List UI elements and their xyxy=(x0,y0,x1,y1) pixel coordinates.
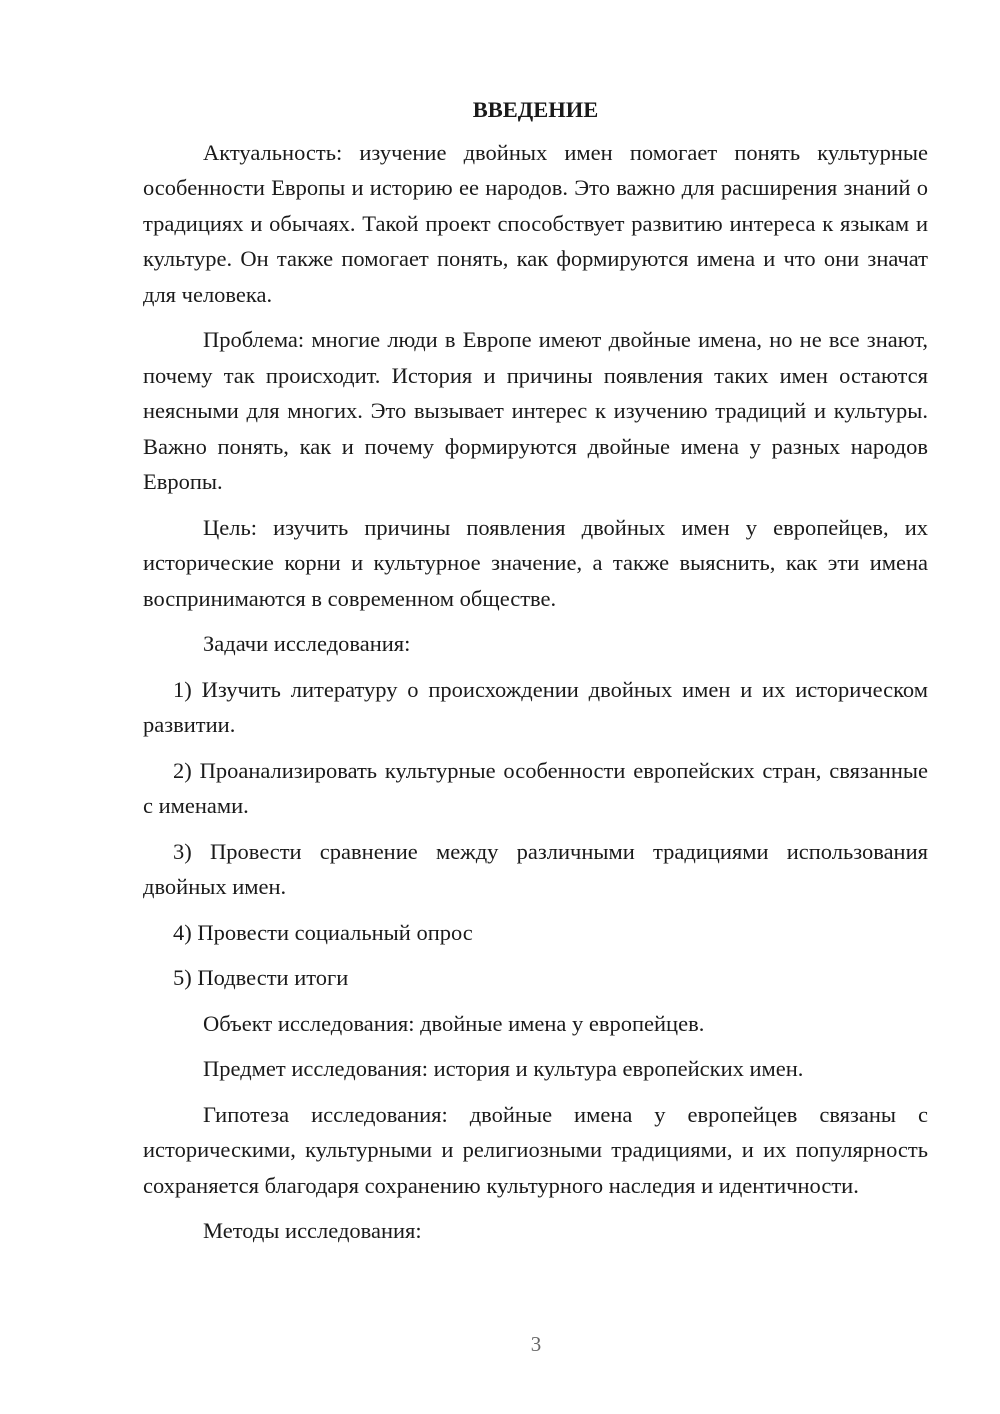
page-number: 3 xyxy=(530,1332,542,1356)
task-item-1: 1) Изучить литературу о происхождении двойных имен и их историческом развитии. xyxy=(143,676,928,737)
paragraph-hypothesis: Гипотеза исследования: двойные имена у европейцев связаны с историческими, культурными и религиозными традициями, и их популярность сохраняется благодаря сохранению культурного наследия и идентичности. xyxy=(143,1101,928,1198)
task-item-4: 4) Провести социальный опрос xyxy=(173,919,473,945)
paragraph-relevance: Актуальность: изучение двойных имен помогает понять культурные особенности Европы и историю ее народов. Это важно для расширения знаний о традициях и обычаях. Такой проект способствует развитию интереса к языкам и культуре. Он также помогает понять, как формируются имена и что они значат для человека. xyxy=(143,139,928,307)
paragraph-problem: Проблема: многие люди в Европе имеют двойные имена, но не все знают, почему так происходит. История и причины появления таких имен остаются неясными для многих. Это вызывает интерес к изучению традиций и культуры. Важно понять, как и почему формируются двойные имена у разных народов Европы. xyxy=(143,327,928,494)
paragraph-subject: Предмет исследования: история и культура европейских имен. xyxy=(203,1056,804,1081)
paragraph-object: Объект исследования: двойные имена у европейцев. xyxy=(203,1010,705,1036)
tasks-heading: Задачи исследования: xyxy=(203,631,411,656)
paragraph-goal: Цель: изучить причины появления двойных имен у европейцев, их исторические корни и культурное значение, а также выяснить, как эти имена воспринимаются в современном обществе. xyxy=(143,514,928,611)
page-title: ВВЕДЕНИЕ xyxy=(472,97,599,122)
task-item-5: 5) Подвести итоги xyxy=(173,965,349,990)
methods-heading: Методы исследования: xyxy=(203,1218,422,1243)
document-page xyxy=(143,92,928,1259)
task-item-3: 3) Провести сравнение между различными традициями использования двойных имен. xyxy=(143,838,928,899)
task-item-2: 2) Проанализировать культурные особенности европейских стран, связанные с именами. xyxy=(143,757,928,818)
